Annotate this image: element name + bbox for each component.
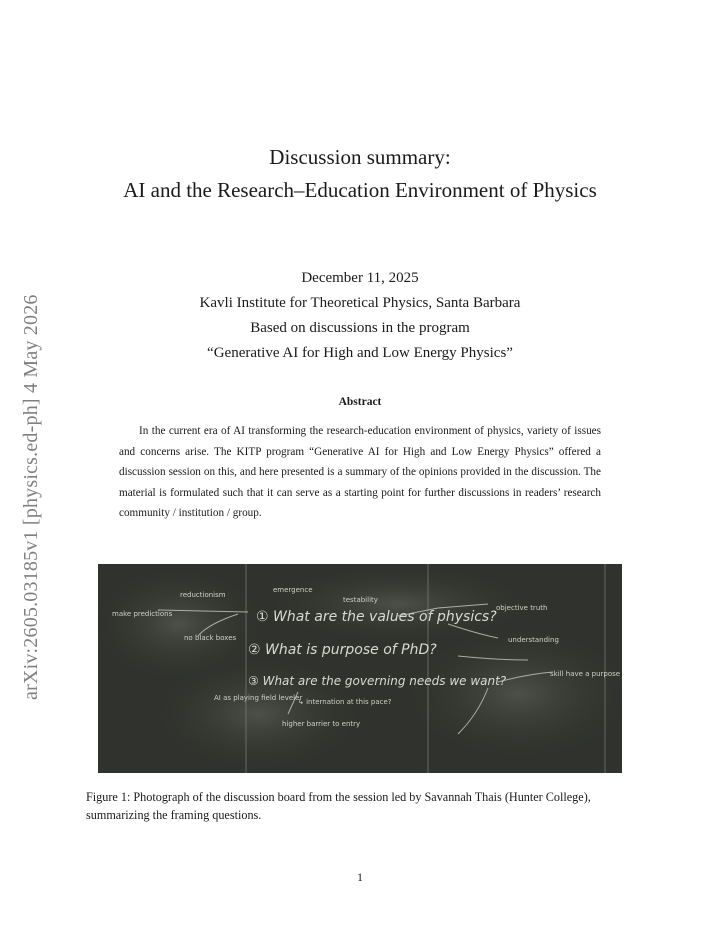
date: December 11, 2025 — [301, 270, 419, 286]
program-name: “Generative AI for High and Low Energy Physics” — [207, 345, 513, 361]
chalkboard-illustration — [98, 564, 622, 773]
board-question-3: ③ What are the governing needs we want? — [248, 674, 507, 688]
board-note-6: no black boxes — [184, 634, 237, 642]
title-line-2: AI and the Research–Education Environment of Physics — [123, 178, 597, 202]
board-note-4: testability — [343, 596, 378, 604]
board-note-10: skill have a purpose — [550, 670, 621, 678]
abstract-text: In the current era of AI transforming the research-education environment of physics, variety of issues and concerns arise. The KITP program “Generative AI for High and Low Energy Physics” offered a discussion session on this, and here presented is a summary of the opinions provided in the discussion. The material is formulated such that it can serve as a starting point for further discussions in readers’ research community / institution / group. — [119, 425, 601, 519]
board-note-5: objective truth — [496, 604, 548, 612]
based-on: Based on discussions in the program — [250, 320, 470, 336]
figure-photo-chalkboard — [98, 564, 622, 773]
title-line-1: Discussion summary: — [269, 145, 451, 169]
board-note-2: reductionism — [180, 591, 226, 599]
page-number: 1 — [357, 870, 363, 884]
board-note-1: make predictions — [112, 610, 173, 618]
board-question-2: ② What is purpose of PhD? — [248, 642, 437, 658]
institution: Kavli Institute for Theoretical Physics, Santa Barbara — [199, 295, 521, 311]
board-note-9: ↳ internation at this pace? — [298, 698, 392, 706]
arxiv-stamp: arXiv:2605.03185v1 [physics.ed-ph] 4 May 2026 — [20, 294, 42, 700]
board-note-3: emergence — [273, 586, 313, 594]
meta-block — [0, 266, 720, 366]
board-note-11: higher barrier to entry — [282, 720, 361, 728]
board-note-8: AI as playing field leveler — [214, 694, 303, 702]
figure-caption: Figure 1: Photograph of the discussion board from the session led by Savannah Thais (Hunter College), summarizing the framing questions. — [86, 790, 591, 822]
board-question-1: ① What are the values of physics? — [256, 609, 497, 625]
abstract-heading: Abstract — [338, 396, 382, 408]
board-note-7: understanding — [508, 636, 559, 644]
